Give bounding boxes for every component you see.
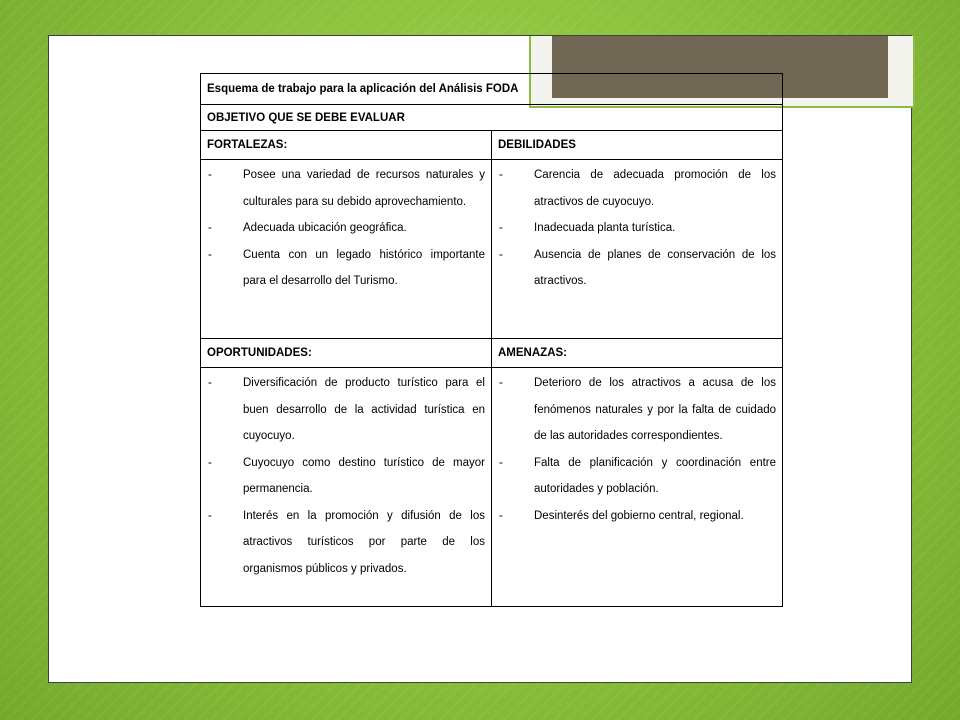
dash-marker: - bbox=[499, 222, 503, 234]
table-row bbox=[201, 368, 783, 607]
foda-table bbox=[200, 73, 783, 607]
weaknesses-list bbox=[498, 162, 776, 295]
opportunities-heading: OPORTUNIDADES: bbox=[201, 339, 492, 368]
opportunities-list bbox=[207, 370, 485, 582]
threats-heading: AMENAZAS: bbox=[492, 339, 783, 368]
list-item bbox=[207, 162, 485, 215]
objective-heading: OBJETIVO QUE SE DEBE EVALUAR bbox=[201, 105, 783, 131]
table-title: Esquema de trabajo para la aplicación del Análisis FODA bbox=[201, 74, 783, 105]
dash-marker: - bbox=[499, 169, 503, 181]
list-item bbox=[498, 215, 776, 242]
weakness-text: Carencia de adecuada promoción de los atractivos de cuyocuyo. bbox=[534, 169, 777, 208]
list-item bbox=[207, 242, 485, 295]
threat-text: Falta de planificación y coordinación entre autoridades y población. bbox=[534, 456, 777, 495]
dash-marker: - bbox=[499, 248, 503, 261]
table-row bbox=[201, 160, 783, 339]
list-item bbox=[498, 162, 776, 215]
strengths-cell bbox=[201, 160, 492, 339]
threat-text: Deterioro de los atractivos a acusa de los fenómenos naturales y por la falta de cuidado de las autoridades correspondientes. bbox=[534, 377, 777, 442]
opportunities-cell bbox=[201, 368, 492, 607]
opportunity-text: Cuyocuyo como destino turístico de mayor permanencia. bbox=[243, 456, 485, 495]
threats-list bbox=[498, 370, 776, 529]
dash-marker: - bbox=[499, 377, 503, 389]
weakness-text: Inadecuada planta turística. bbox=[534, 222, 676, 234]
list-item bbox=[207, 503, 485, 583]
table-row bbox=[201, 105, 783, 131]
opportunity-text: Diversificación de producto turístico para el buen desarrollo de la actividad turística en cuyocuyo. bbox=[243, 377, 485, 442]
threat-text: Desinterés del gobierno central, regional. bbox=[534, 509, 744, 522]
list-item bbox=[207, 215, 485, 242]
strengths-heading: FORTALEZAS: bbox=[201, 131, 492, 160]
list-item bbox=[498, 450, 776, 503]
list-item bbox=[498, 503, 776, 530]
dash-marker: - bbox=[499, 509, 503, 522]
dash-marker: - bbox=[499, 456, 503, 469]
weakness-text: Ausencia de planes de conservación de los atractivos. bbox=[534, 248, 777, 287]
strength-text: Adecuada ubicación geográfica. bbox=[243, 222, 407, 234]
table-row bbox=[201, 131, 783, 160]
slide bbox=[48, 35, 912, 683]
weaknesses-cell bbox=[492, 160, 783, 339]
list-item bbox=[498, 242, 776, 295]
list-item bbox=[207, 370, 485, 450]
weaknesses-heading: DEBILIDADES bbox=[492, 131, 783, 160]
dash-marker: - bbox=[208, 377, 212, 389]
threats-cell bbox=[492, 368, 783, 607]
strengths-list bbox=[207, 162, 485, 295]
dash-marker: - bbox=[208, 169, 212, 181]
table-row bbox=[201, 74, 783, 105]
dash-marker: - bbox=[208, 456, 212, 469]
dash-marker: - bbox=[208, 248, 212, 261]
opportunity-text: Interés en la promoción y difusión de los atractivos turísticos por parte de los organismos públicos y privados. bbox=[243, 509, 485, 575]
dash-marker: - bbox=[208, 509, 212, 522]
dash-marker: - bbox=[208, 222, 212, 234]
list-item bbox=[207, 450, 485, 503]
strength-text: Posee una variedad de recursos naturales y culturales para su debido aprovechamiento. bbox=[243, 169, 485, 208]
table-row bbox=[201, 339, 783, 368]
list-item bbox=[498, 370, 776, 450]
strength-text: Cuenta con un legado histórico importante para el desarrollo del Turismo. bbox=[243, 248, 485, 287]
